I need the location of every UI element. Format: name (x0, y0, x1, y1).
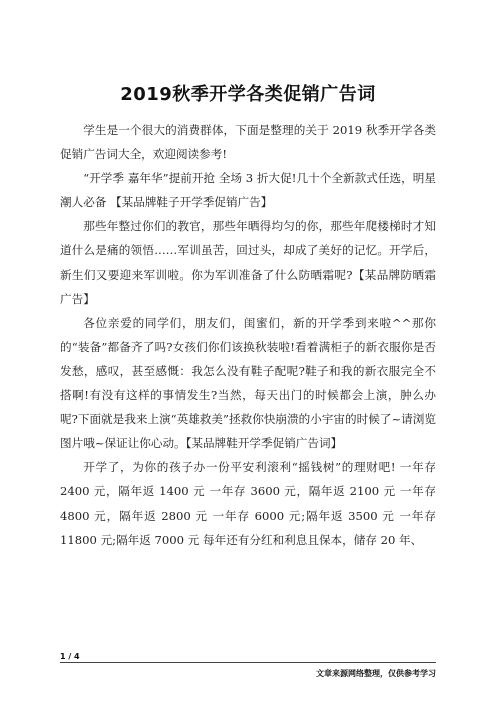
paragraph-shoes-promo: “开学季 嘉年华”提前开抢 全场 3 折大促!几十个全新款式任选，明星潮人必备 【某品牌鞋子开学季促销广告】 (60, 171, 436, 210)
paragraph-sunscreen-ad: 那些年整过你们的教官，那些年晒得均匀的你，那些年爬楼梯时才知道什么是痛的领悟……军训虽苦，回过头，却成了美好的记忆。开学后，新生们又要迎来军训啦。你为军训准备了什么防晒霜呢?【某品牌防晒霜广告】 (60, 219, 436, 306)
paragraph-shoes-ad: 各位亲爱的同学们，朋友们，闺蜜们，新的开学季到来啦^^那你的“装备”都备齐了吗?女孩们你们该换秋装啦!看着满柜子的新衣服你是否发愁，感叹，甚至感慨：我怎么没有鞋子配呢?鞋子和我的新衣服完全不搭啊!有没有这样的事情发生?当然，每天出门的时候都会上演，肿么办呢?下面就是我来上演“英雄救美”拯救你快崩溃的小宇宙的时候了~请浏览图片哦~保证让你心动。【某品牌鞋开学季促销广告词】 (60, 315, 436, 451)
page-number: 1 / 4 (60, 652, 80, 661)
paragraph-insurance-ad: 开学了，为你的孩子办一份平安利滚利“摇钱树”的理财吧! 一年存 2400 元，隔年返 1400 元 一年存 3600 元，隔年返 2100 元 一年存 4800 元，隔年返 2800 元 一年存 6000 元;隔年返 3500 元 一年存 11800 元;隔年返 7000 元 每年还有分红和利息且保本，储存 20 年、 (60, 460, 436, 547)
document-body (60, 118, 436, 552)
footer-divider (60, 662, 436, 663)
footer-note: 文章来源网络整理，仅供参考学习 (316, 669, 436, 678)
document-title: 2019秋季开学各类促销广告词 (120, 84, 376, 105)
paragraph-intro: 学生是一个很大的消费群体，下面是整理的关于 2019 秋季开学各类促销广告词大全，欢迎阅读参考! (60, 123, 436, 162)
